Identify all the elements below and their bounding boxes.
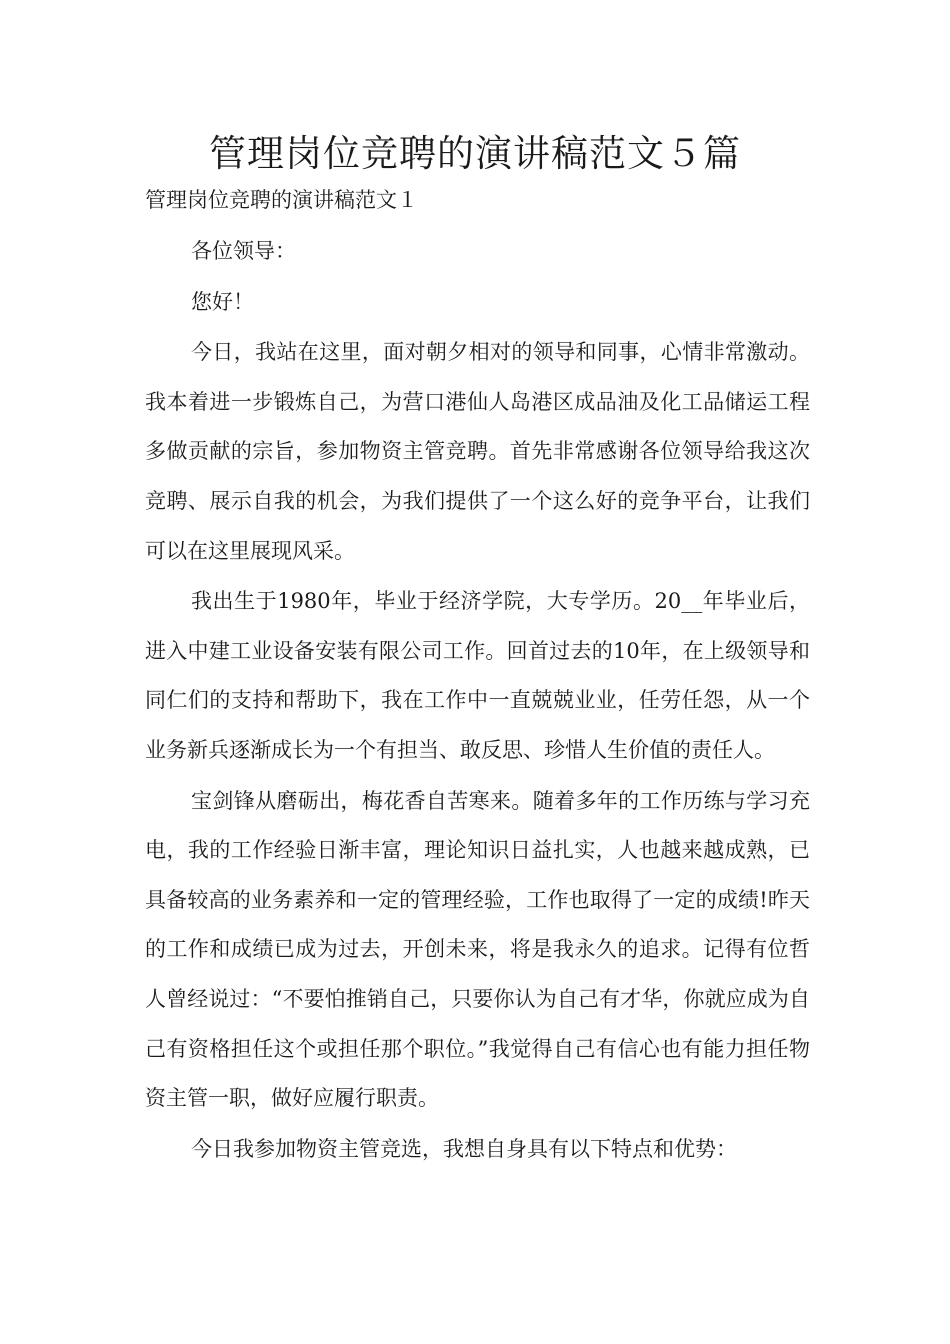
paragraph-experience: 宝剑锋从磨砺出，梅花香自苦寒来。随着多年的工作历练与学习充电，我的工作经验日渐丰富，理论知识日益扎实，人也越来越成熟，已具备较高的业务素养和一定的管理经验，工作也取得了一定的成绩!昨天的工作和成绩已成为过去，开创未来，将是我永久的追求。记得有位哲人曾经说过：“不要怕推销自己，只要你认为自己有才华，你就应成为自己有资格担任这个或担任那个职位。”我觉得自己有信心也有能力担任物资主管一职，做好应履行职责。 [145,788,810,1111]
document-body [145,227,810,1175]
paragraph-salutation: 您好！ [191,289,254,314]
paragraph-greeting: 各位领导： [191,239,296,263]
paragraph-intro: 今日，我站在这里，面对朝夕相对的领导和同事，心情非常激动。我本着进一步锻炼自己，为营口港仙人岛港区成品油及化工品储运工程多做贡献的宗旨，参加物资主管竞聘。首先非常感谢各位领导给我这次竞聘、展示自我的机会，为我们提供了一个这么好的竞争平台，让我们可以在这里展现风采。 [145,340,810,563]
paragraph-strengths: 今日我参加物资主管竞选，我想自身具有以下特点和优势： [191,1136,737,1161]
document-title: 管理岗位竞聘的演讲稿范文５篇 [209,132,741,175]
document-subtitle: 管理岗位竞聘的演讲稿范文１ [145,188,418,212]
paragraph-background: 我出生于1980年，毕业于经济学院，大专学历。20__年毕业后，进入中建工业设备安装有限公司工作。回首过去的10年，在上级领导和同仁们的支持和帮助下，我在工作中一直兢兢业业，任劳任怨，从一个业务新兵逐渐成长为一个有担当、敢反思、珍惜人生价值的责任人。 [145,589,810,762]
